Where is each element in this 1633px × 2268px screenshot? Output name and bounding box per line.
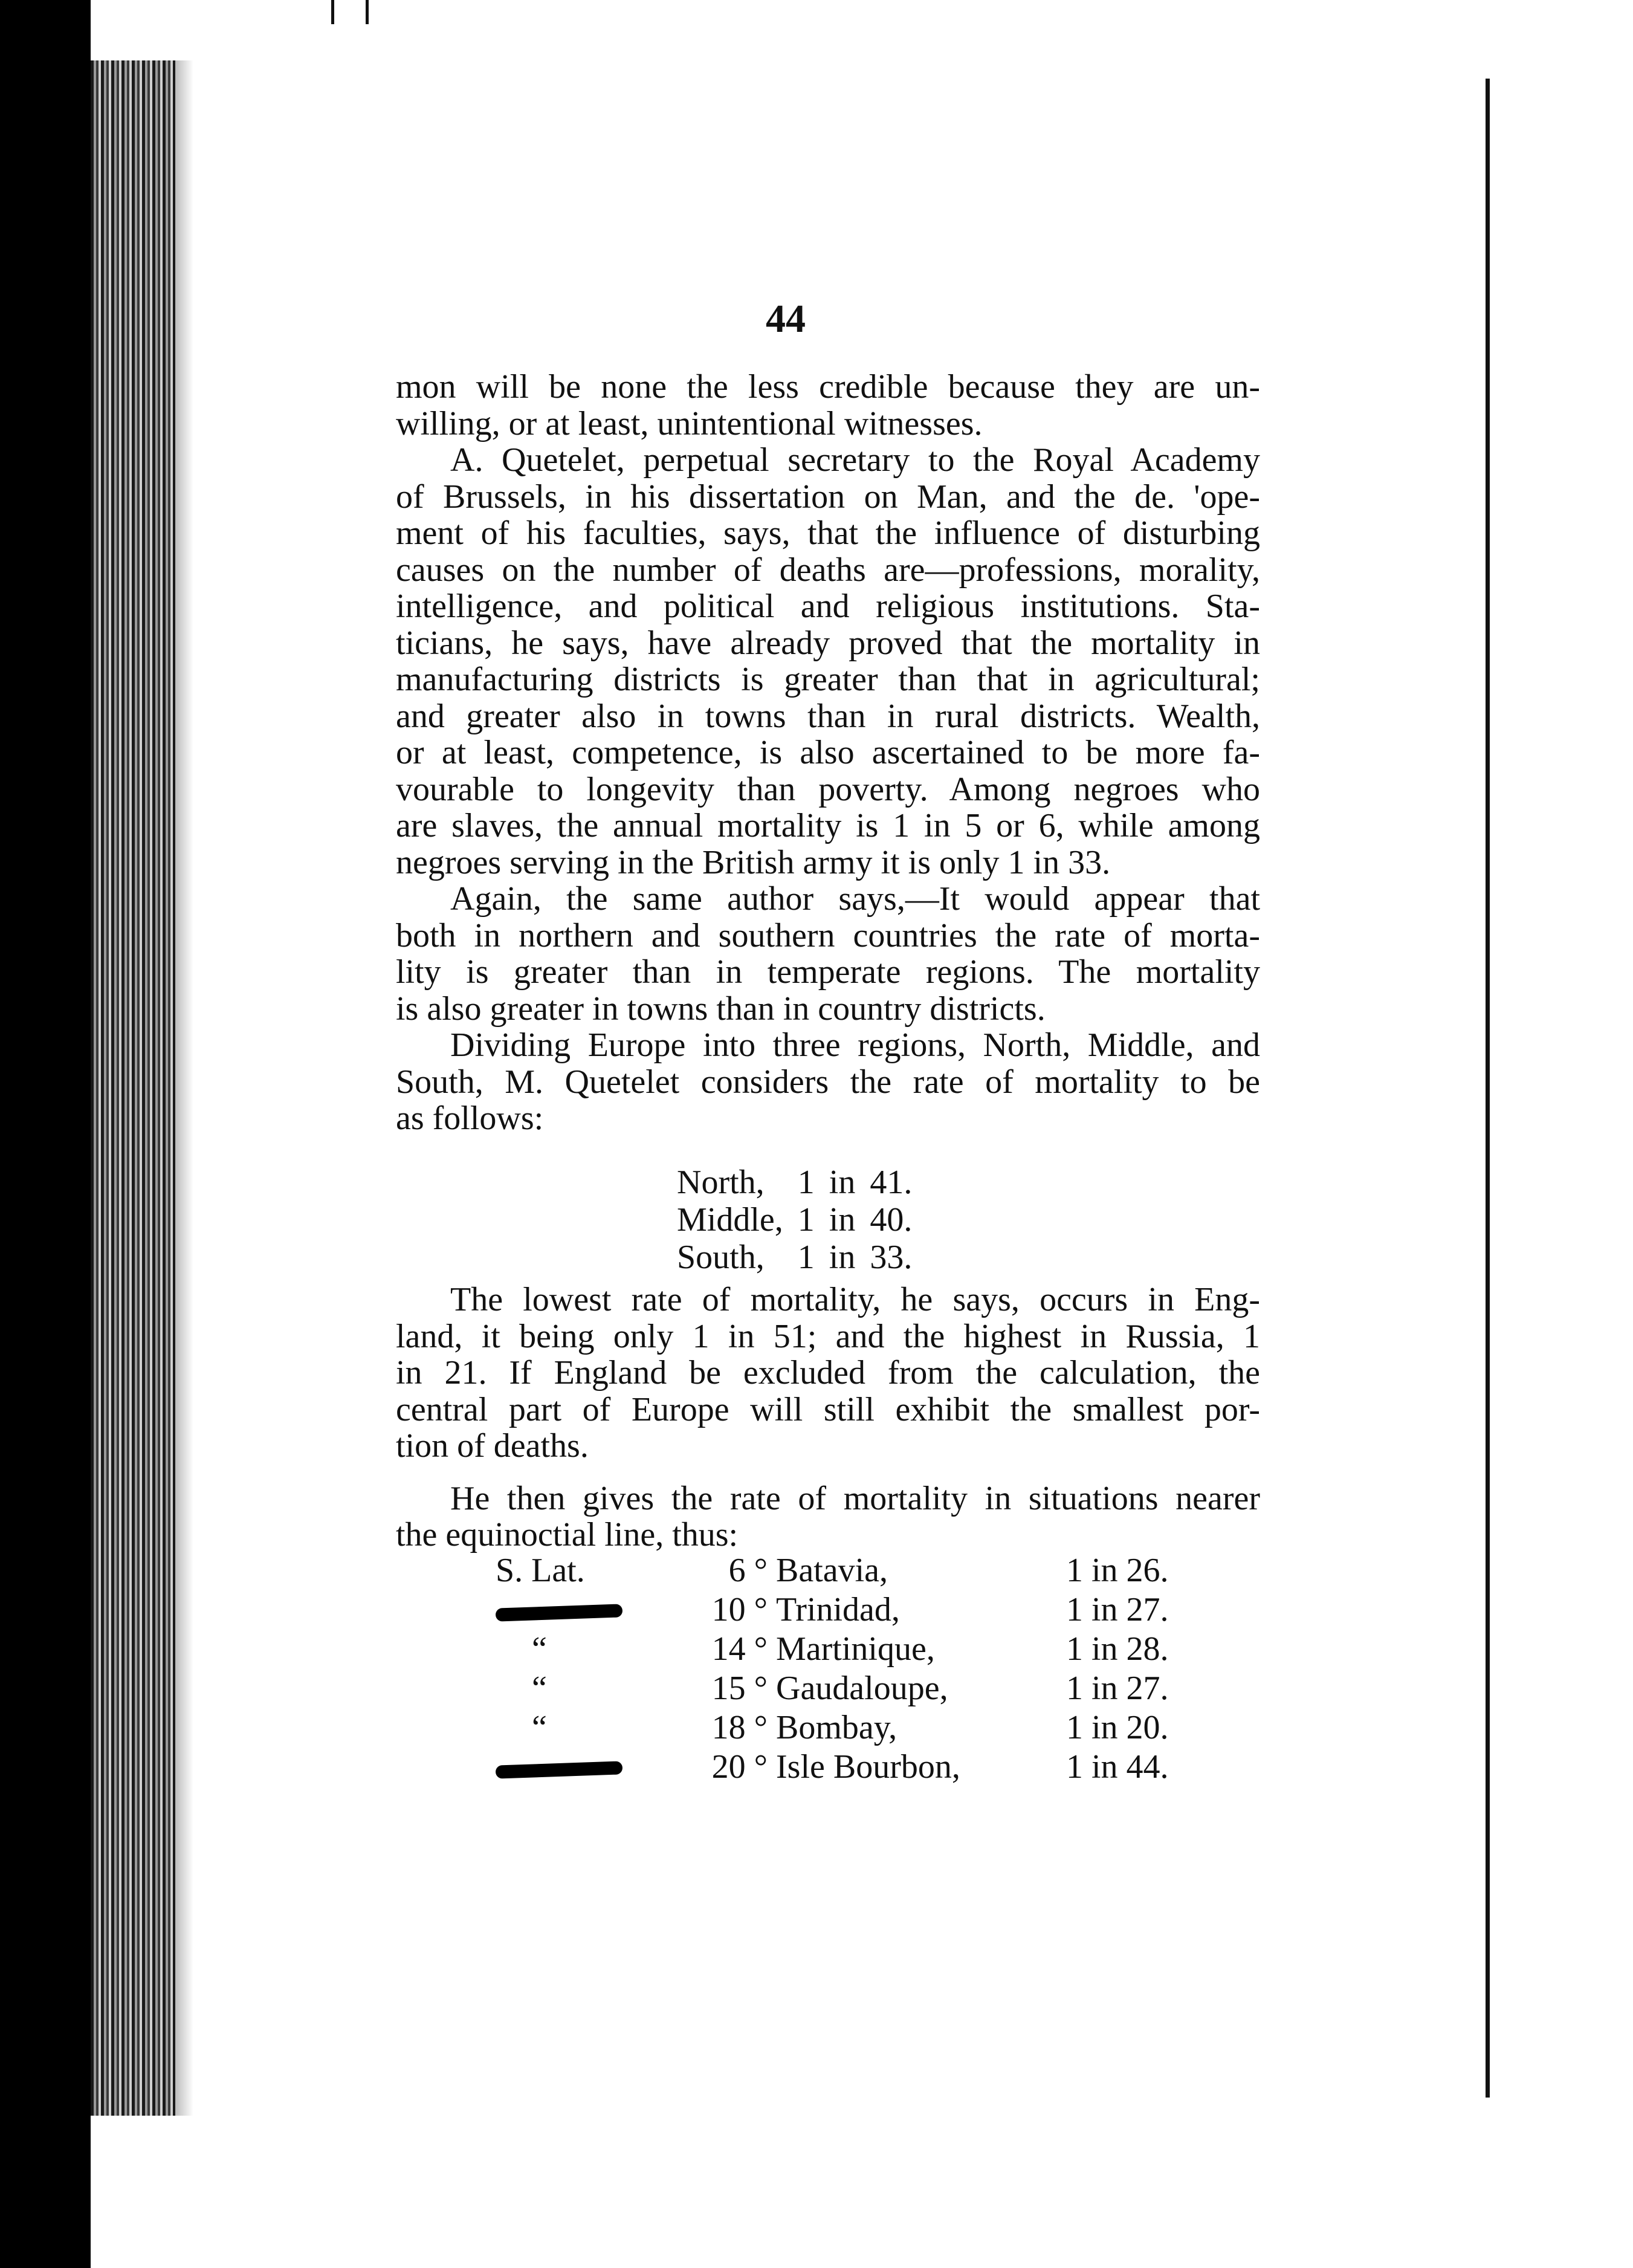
degree-symbol: °	[754, 1630, 768, 1668]
text-line: manufacturing districts is greater than that in agricultural;	[396, 661, 1260, 698]
page-edge-shadow	[91, 60, 175, 2116]
region-name: North,	[677, 1164, 765, 1201]
latitude-degrees	[677, 1630, 776, 1669]
degree-value: 15	[711, 1670, 746, 1707]
latitude-label-struck	[496, 1590, 677, 1630]
degree-value: 18	[711, 1709, 746, 1746]
table-row	[496, 1708, 1217, 1748]
degree-symbol: °	[754, 1709, 768, 1746]
table-row	[496, 1590, 1217, 1630]
degree-symbol: °	[754, 1748, 768, 1786]
text-line: of Brussels, in his dissertation on Man, and the de. 'ope-	[396, 478, 1260, 516]
table-row	[496, 1630, 1217, 1669]
text-line: intelligence, and political and religious institutions. Sta-	[396, 588, 1260, 625]
text-line: is also greater in towns than in country districts.	[396, 990, 1046, 1028]
text-line: South, M. Quetelet considers the rate of mortality to be	[396, 1063, 1260, 1101]
degree-symbol: °	[754, 1552, 768, 1589]
latitude-degrees	[677, 1590, 776, 1630]
place-name: Bombay,	[776, 1709, 897, 1746]
place-name: Trinidad,	[776, 1591, 900, 1628]
region-name: South,	[677, 1239, 765, 1276]
scan-mark	[366, 0, 369, 24]
rate-value: 40.	[870, 1201, 913, 1239]
rate-in: in	[829, 1201, 856, 1239]
table-row	[496, 1551, 1217, 1590]
rate-one: 1	[797, 1239, 815, 1276]
page-boundary-line	[1486, 79, 1490, 2098]
table-row	[496, 1669, 1217, 1708]
degree-value: 10	[711, 1591, 746, 1628]
ditto-mark: “	[532, 1670, 547, 1707]
mortality-rate: 1 in 26.	[1066, 1552, 1169, 1589]
region-rates-table	[677, 1164, 926, 1276]
place-name: Martinique,	[776, 1630, 935, 1668]
latitude-degrees	[677, 1708, 776, 1748]
text-line: ticians, he says, have already proved that the mortality in	[396, 624, 1260, 662]
text-line: He then gives the rate of mortality in situations nearer	[450, 1479, 1260, 1517]
ditto-mark: “	[532, 1709, 547, 1746]
text-line: and greater also in towns than in rural districts. Wealth,	[396, 697, 1260, 735]
table-row	[677, 1164, 926, 1201]
text-line: ment of his faculties, says, that the influence of disturbing	[396, 514, 1260, 552]
table-row	[677, 1201, 926, 1239]
degree-value: 20	[711, 1748, 746, 1786]
ink-strike-mark	[496, 1604, 623, 1621]
text-line: Dividing Europe into three regions, North, Middle, and	[450, 1026, 1260, 1064]
table-row	[496, 1748, 1217, 1787]
text-line: A. Quetelet, perpetual secretary to the Royal Academy	[450, 441, 1260, 479]
page-number: 44	[766, 297, 806, 341]
text-line: are slaves, the annual mortality is 1 in 5 or 6, while among	[396, 807, 1260, 844]
text-line: negroes serving in the British army it is only 1 in 33.	[396, 843, 1111, 881]
body-text-block-2	[396, 1281, 1260, 1554]
latitude-degrees	[677, 1748, 776, 1787]
page-edge-fade	[175, 60, 193, 2116]
latitude-label: S. Lat.	[496, 1552, 585, 1589]
mortality-rate: 1 in 20.	[1066, 1709, 1169, 1746]
text-line: land, it being only 1 in 51; and the highest in Russia, 1	[396, 1317, 1260, 1355]
text-line: mon will be none the less credible because they are un-	[396, 368, 1260, 406]
table-row	[677, 1239, 926, 1276]
place-name: Gaudaloupe,	[776, 1670, 948, 1707]
rate-value: 33.	[870, 1239, 913, 1276]
text-line: tion of deaths.	[396, 1427, 589, 1465]
text-line: central part of Europe will still exhibit the smallest por-	[396, 1390, 1260, 1428]
rate-in: in	[829, 1239, 856, 1276]
body-text-block-1	[396, 369, 1260, 1137]
text-line: or at least, competence, is also ascertained to be more fa-	[396, 734, 1260, 771]
text-line: Again, the same author says,—It would appear that	[450, 880, 1260, 918]
scan-border-left	[0, 0, 91, 2268]
mortality-rate: 1 in 28.	[1066, 1630, 1169, 1668]
degree-symbol: °	[754, 1670, 768, 1707]
mortality-rate: 1 in 27.	[1066, 1670, 1169, 1707]
text-line: willing, or at least, unintentional witnesses.	[396, 404, 983, 442]
text-line: lity is greater than in temperate regions. The mortality	[396, 953, 1260, 991]
scan-mark	[331, 0, 334, 24]
rate-one: 1	[797, 1201, 815, 1239]
text-line: vourable to longevity than poverty. Among negroes who	[396, 770, 1260, 808]
latitude-degrees	[677, 1669, 776, 1708]
mortality-rate: 1 in 44.	[1066, 1748, 1169, 1786]
text-line: both in northern and southern countries the rate of morta-	[396, 916, 1260, 954]
text-line: The lowest rate of mortality, he says, occurs in Eng-	[450, 1281, 1260, 1318]
ditto-mark: “	[532, 1630, 547, 1668]
latitude-rates-table	[496, 1551, 1217, 1787]
degree-value: 6	[728, 1552, 746, 1589]
ink-strike-mark	[496, 1761, 623, 1778]
latitude-label-struck	[496, 1748, 677, 1787]
text-line: in 21. If England be excluded from the calculation, the	[396, 1354, 1260, 1392]
degree-value: 14	[711, 1630, 746, 1668]
place-name: Batavia,	[776, 1552, 888, 1589]
degree-symbol: °	[754, 1591, 768, 1628]
place-name: Isle Bourbon,	[776, 1748, 960, 1786]
text-line: as follows:	[396, 1100, 544, 1137]
region-name: Middle,	[677, 1201, 783, 1239]
rate-value: 41.	[870, 1164, 913, 1201]
rate-one: 1	[797, 1164, 815, 1201]
text-line: the equinoctial line, thus:	[396, 1516, 739, 1554]
rate-in: in	[829, 1164, 856, 1201]
latitude-degrees	[677, 1551, 776, 1590]
mortality-rate: 1 in 27.	[1066, 1591, 1169, 1628]
text-line: causes on the number of deaths are—professions, morality,	[396, 551, 1260, 589]
